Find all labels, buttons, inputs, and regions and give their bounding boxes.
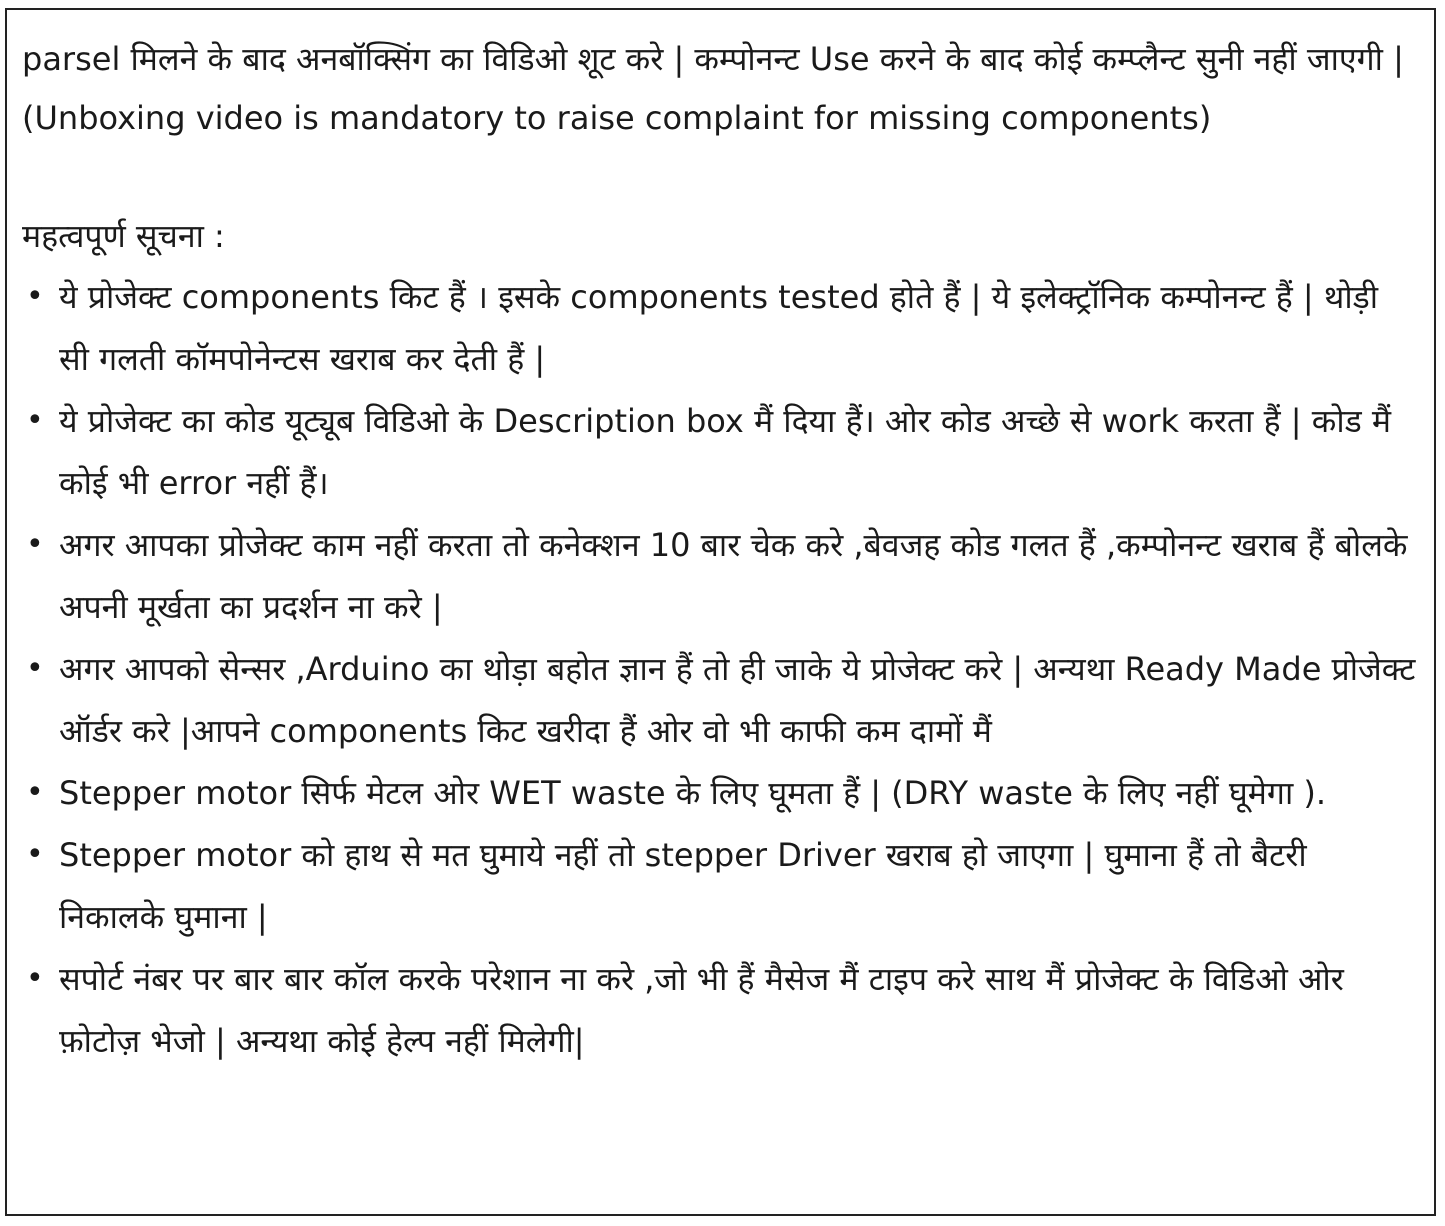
list-item-text: ये प्रोजेक्ट का कोड यूट्यूब विडिओ के Description box मैं दिया हैं। ओर कोड अच्छे से work करता हैं | कोड मैं कोई भी error नहीं हैं। — [59, 402, 1392, 502]
paragraph-spacer — [22, 148, 1417, 207]
bullet-icon: • — [26, 961, 44, 996]
list-item-text: अगर आपको सेन्सर ,Arduino का थोड़ा बहोत ज्ञान हैं तो ही जाके ये प्रोजेक्ट करे | अन्यथा Ready Made प्रोजेक्ट ऑर्डर करे |आपने components किट खरीदा हैं ओर वो भी काफी कम दामों मैं — [59, 650, 1416, 750]
list-item-text: Stepper motor सिर्फ मेटल ओर WET waste के लिए घूमता हैं | (DRY waste के लिए नहीं घूमेगा ). — [59, 774, 1327, 812]
notice-content — [22, 30, 1417, 1072]
list-item-text: ये प्रोजेक्ट components किट हैं । इसके components tested होते हैं | ये इलेक्ट्रॉनिक कम्पोनन्ट हैं | थोड़ी सी गलती कॉमपोनेन्टस खराब कर देती हैं | — [59, 278, 1379, 378]
list-item — [22, 266, 1417, 390]
intro-paragraph: parsel मिलने के बाद अनबॉक्सिंग का विडिओ शूट करे | कम्पोनन्ट Use करने के बाद कोई कम्प्लैन्ट सुनी नहीं जाएगी | (Unboxing video is mandatory to raise complaint for missing components) — [22, 40, 1404, 137]
list-item-text: सपोर्ट नंबर पर बार बार कॉल करके परेशान ना करे ,जो भी हैं मैसेज मैं टाइप करे साथ मैं प्रोजेक्ट के विडिओ ओर फ़ोटोज़ भेजो | अन्यथा कोई हेल्प नहीं मिलेगी| — [59, 960, 1344, 1060]
list-item — [22, 762, 1417, 824]
bullet-icon: • — [26, 651, 44, 686]
list-item — [22, 824, 1417, 948]
bullet-icon: • — [26, 775, 44, 810]
notice-list — [22, 266, 1417, 1072]
bullet-icon: • — [26, 403, 44, 438]
bullet-icon: • — [26, 279, 44, 314]
list-item — [22, 948, 1417, 1072]
list-item-text: अगर आपका प्रोजेक्ट काम नहीं करता तो कनेक्शन 10 बार चेक करे ,बेवजह कोड गलत हैं ,कम्पोनन्ट खराब हैं बोलके अपनी मूर्खता का प्रदर्शन ना करे | — [59, 526, 1408, 626]
bullet-icon: • — [26, 527, 44, 562]
list-item — [22, 514, 1417, 638]
bullet-icon: • — [26, 837, 44, 872]
list-item-text: Stepper motor को हाथ से मत घुमाये नहीं तो stepper Driver खराब हो जाएगा | घुमाना हैं तो बैटरी निकालके घुमाना | — [59, 836, 1307, 936]
important-notice-heading: महत्वपूर्ण सूचना : — [22, 217, 225, 255]
list-item — [22, 390, 1417, 514]
list-item — [22, 638, 1417, 762]
